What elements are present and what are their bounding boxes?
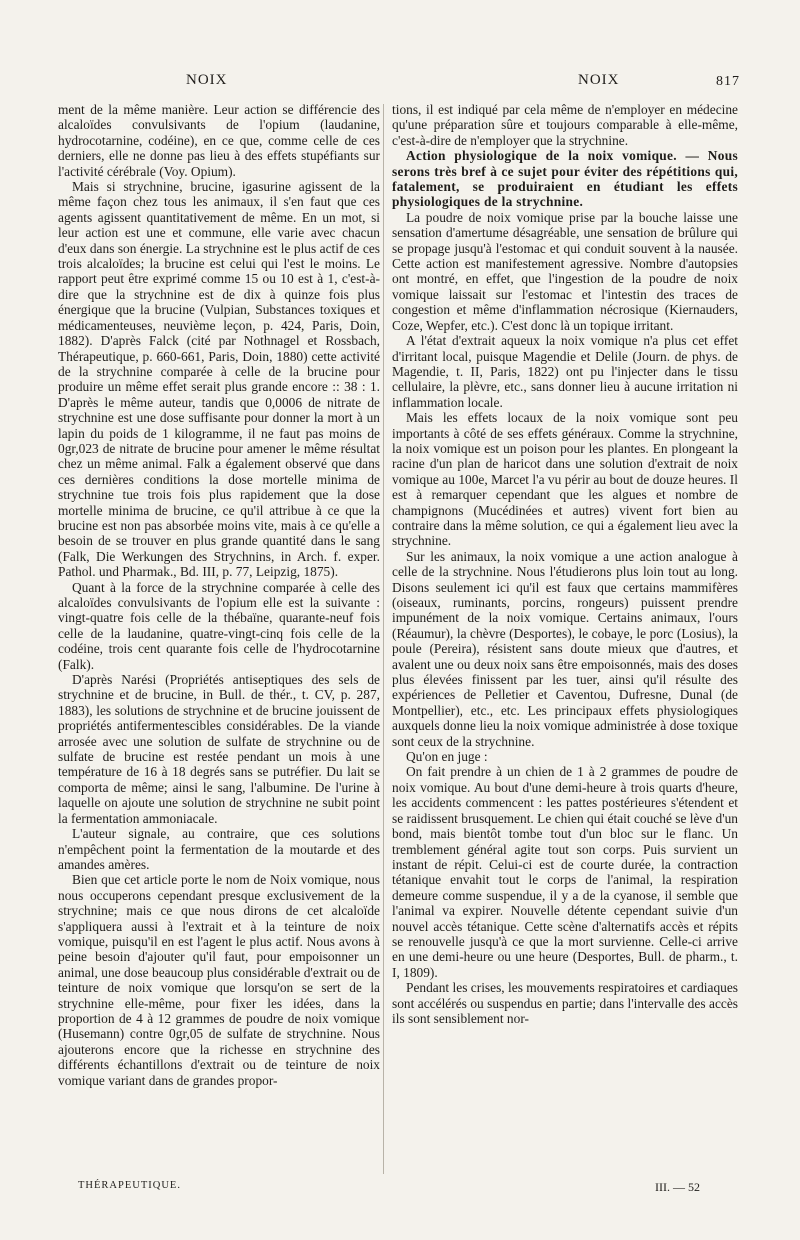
- footer-title: THÉRAPEUTIQUE.: [78, 1180, 181, 1191]
- paragraph: Quant à la force de la strychnine comparée à celle des alcaloïdes convulsivants de l'opium elle est la suivante : vingt-quatre fois celle de la thébaïne, quarante-neuf fois celle de la laudanine, quatre-vingt-cinq fois celle de la codéine, trois cent quarante fois celle de l'hydrocotarnine (Falk).: [58, 579, 380, 672]
- paragraph: Pendant les crises, les mouvements respiratoires et cardiaques sont accélérés ou suspendus en partie; dans l'intervalle des accès ils sont sensiblement nor-: [392, 980, 738, 1026]
- paragraph: D'après Narési (Propriétés antiseptiques des sels de strychnine et de brucine, in Bull. de thér., t. CV, p. 287, 1883), les solutions de strychnine et de brucine jouissent de propriétés antifermentescibles considérables. De la viande arrosée avec une solution de sulfate de strychnine ou de sulfate de brucine est restée pendant un mois à une température de 16 à 18 degrés sans se putréfier. Du lait se comporta de même; ainsi le sang, l'albumine. De l'urine à laquelle on ajoute une solution de strychnine ne subit point la fermentation ammoniacale.: [58, 672, 380, 826]
- paragraph: A l'état d'extrait aqueux la noix vomique n'a plus cet effet d'irritant local, puisque Magendie et Delile (Journ. de phys. de Magendie, t. II, Paris, 1822) ont pu l'injecter dans le tissu cellulaire, la plèvre, etc., sans donner lieu à aucune irritation ni inflammation locale.: [392, 333, 738, 410]
- page-header: [58, 72, 740, 96]
- section-heading-paragraph: Action physiologique de la noix vomique. — Nous serons très bref à ce sujet pour éviter des répétitions qui, fatalement, se produiraient en étudiant les effets physiologiques de la strychnine.: [392, 148, 738, 210]
- left-column: [58, 102, 380, 1088]
- running-title-left: NOIX: [186, 72, 228, 88]
- page-footer: [58, 1180, 740, 1200]
- paragraph: La poudre de noix vomique prise par la bouche laisse une sensation d'amertume désagréable, une sensation de brûlure qui se propage jusqu'à l'estomac et qui conduit souvent à la nausée. Cette action est manifestement agressive. Nombre d'autopsies ont montré, en effet, que l'ingestion de la poudre de noix vomique laissait sur l'estomac et l'intestin des traces de congestion et même d'inflammation nécrosique (Kiernauders, Coze, Wepfer, etc.). C'est donc là un topique irritant.: [392, 209, 738, 333]
- paragraph: Mais les effets locaux de la noix vomique sont peu importants à côté de ses effets généraux. Comme la strychnine, la noix vomique est un poison pour les plantes. En plongeant la racine d'un plan de haricot dans une solution d'extrait de noix vomique au 100e, Marcet l'a vu périr au bout de douze heures. Il est à remarquer cependant que les algues et nombre de champignons (Mucédinées et autres) vivent fort bien au contraire dans la même solution, ce qui a également lieu avec la strychnine.: [392, 410, 738, 549]
- column-divider: [383, 104, 384, 1174]
- signature-mark: III. — 52: [655, 1180, 700, 1194]
- right-column: [392, 102, 738, 1026]
- paragraph: Mais si strychnine, brucine, igasurine agissent de la même façon chez tous les animaux, il s'en faut que ces agents agissent quantitativement de même. En un mot, si leur action est une et commune, elle varie avec chacun d'eux dans son énergie. La strychnine est le plus actif de ces trois alcaloïdes; la brucine est celui qui l'est le moins. Le rapport peut être exprimé comme 15 ou 10 est à 1, c'est-à-dire que la strychnine est de dix à quinze fois plus énergique que la brucine (Vulpian, Substances toxiques et médicamenteuses, neuvième leçon, p. 424, Paris, Doin, 1882). D'après Falck (cité par Nothnagel et Rossbach, Thérapeutique, p. 660-661, Paris, Doin, 1880) cette activité de la strychnine comparée à celle de la brucine pour produire un même effet serait plus grande encore :: 38 : 1. D'après le même auteur, tandis que 0,0006 de nitrate de strychnine est une dose suffisante pour donner la mort à un lapin du poids de 1 kilogramme, il ne faut pas moins de 0gr,023 de nitrate de brucine pour amener le même résultat chez un même animal. Falk a également observé que dans ces dernières conditions la dose mortelle minima de strychnine tue trois fois plus rapidement que la dose mortelle minima de brucine, ce qu'il attribue à ce que la brucine est non pas absorbée moins vite, mais à ce qu'elle a besoin de se trouver en plus grande quantité dans le sang (Falk, Die Werkungen des Strychnins, in Arch. f. exper. Pathol. und Pharmak., Bd. III, p. 77, Leipzig, 1875).: [58, 179, 380, 580]
- paragraph: tions, il est indiqué par cela même de n'employer en médecine qu'une préparation sûre et toujours comparable à elle-même, c'est-à-dire de n'employer que la strychnine.: [392, 102, 738, 148]
- paragraph: Bien que cet article porte le nom de Noix vomique, nous nous occuperons cependant presque exclusivement de la strychnine; mais ce que nous dirons de cet alcaloïde s'appliquera aussi à l'extrait et à la teinture de noix vomique, puisqu'il en est l'agent le plus actif. Nous avons à peine besoin d'ajouter qu'il faut, pour empoisonner un animal, une dose beaucoup plus considérable d'extrait ou de teinture de noix vomique que lorsqu'on se sert de la strychnine elle-même, pour fixer les idées, dans la proportion de 4 à 12 grammes de poudre de noix vomique (Husemann) contre 0gr,05 de sulfate de strychnine. Nous ajouterons encore que la richesse en strychnine des différents échantillons d'extrait ou de teinture de noix vomique variant dans de grandes propor-: [58, 872, 380, 1088]
- page-number: 817: [716, 74, 740, 89]
- paragraph: Sur les animaux, la noix vomique a une action analogue à celle de la strychnine. Nous l'étudierons plus loin tout au long. Disons seulement ici qu'il est faux que certains mammifères (oiseaux, ruminants, porcins, rongeurs) puissent prendre impunément de la noix vomique. Certains animaux, l'ours (Réaumur), la chèvre (Desportes), le cobaye, le porc (Losius), la poule (Pereira), résistent sans doute mieux que d'autres, et avalent une ou deux noix sans être empoisonnés, mais des doses plus élevées finissent par les tuer, ainsi qu'il résulte des expériences de Pelletier et Caventou, Dufresne, Dunal (de Montpellier), etc., etc. Les principaux effets physiologiques auxquels donne lieu la noix vomique administrée à dose toxique sont ceux de la strychnine.: [392, 548, 738, 749]
- paragraph: Qu'on en juge :: [406, 749, 488, 765]
- paragraph: On fait prendre à un chien de 1 à 2 grammes de poudre de noix vomique. Au bout d'une demi-heure à trois quarts d'heure, les accidents commencent : les pattes postérieures s'étendent et se raidissent brusquement. Le chien qui était couché se lève d'un bond, mais bientôt tombe tout d'un bloc sur le flanc. Un tremblement général agite tout son corps. Puis survient un instant de répit. Celui-ci est de courte durée, la contraction tétanique envahit tout le corps de l'animal, la respiration demeure comme suspendue, il y a de la cyanose, il semble que l'animal va expirer. Nouvelle détente cependant suivie d'un nouvel accès tétanique. Cette scène d'alternatifs accès et répits se renouvelle jusqu'à ce que la mort survienne. Celle-ci arrive en une demi-heure ou une heure (Desportes, Bull. de pharm., t. I, 1809).: [392, 764, 738, 980]
- paragraph: ment de la même manière. Leur action se différencie des alcaloïdes convulsivants de l'opium (laudanine, hydrocotarnine, codéine), en ce que, comme celle de ces derniers, elle ne donne pas lieu à des effets stupéfiants sur l'activité cérébrale (Voy. Opium).: [58, 102, 380, 179]
- paragraph: L'auteur signale, au contraire, que ces solutions n'empêchent point la fermentation de la moutarde et des amandes amères.: [58, 826, 380, 872]
- running-title-right: NOIX: [578, 72, 620, 88]
